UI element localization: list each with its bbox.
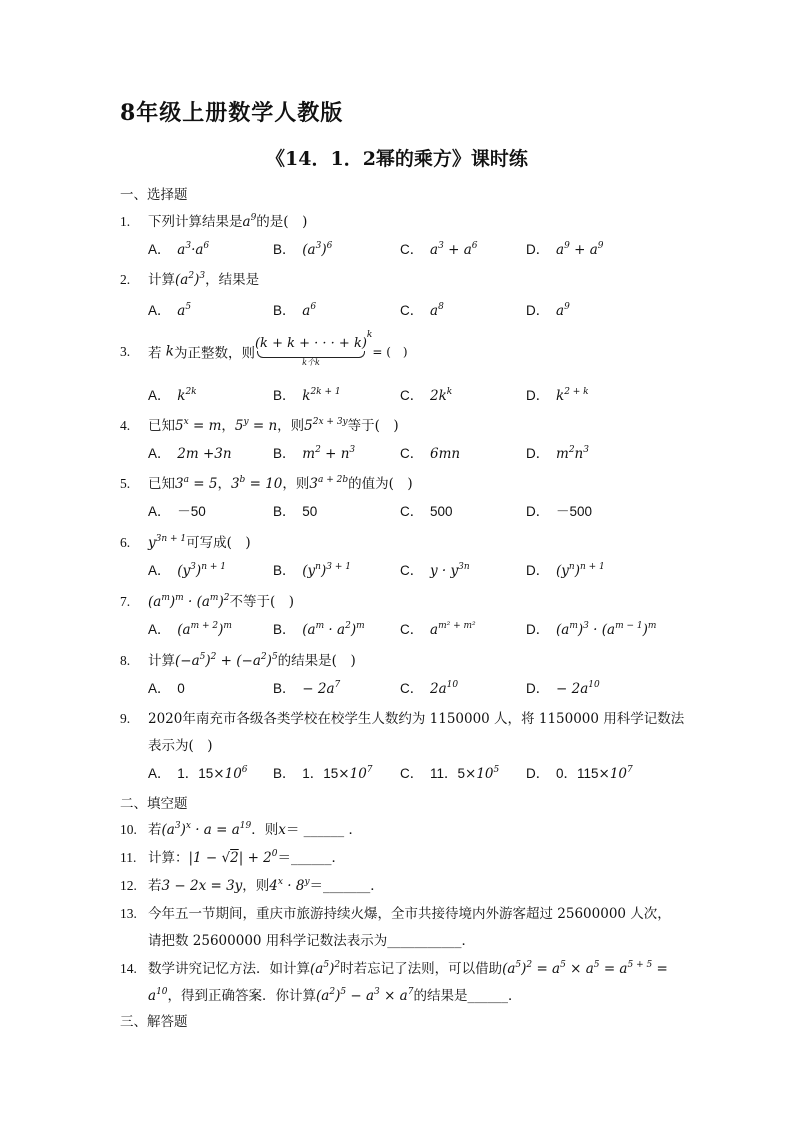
option-b[interactable]: B． $m^2 + n^3$ <box>273 445 356 462</box>
question-text: 的值为( ) <box>348 476 413 492</box>
option-c[interactable]: C． $2a^{10}$ <box>400 680 459 697</box>
option-b[interactable]: B． 50 <box>273 504 318 519</box>
question-9-cont: 表示为( ) <box>148 738 213 754</box>
option-d[interactable]: D． $k^{2 + k}$ <box>526 387 589 404</box>
question-text: ，则 <box>277 418 305 434</box>
option-b[interactable]: B． $(y^n)^{3 + 1}$ <box>273 562 351 579</box>
page-title: 《14．1．2幂的乘方》课时练 <box>266 148 528 170</box>
question-text: 若 <box>148 345 162 362</box>
question-14: 14. 数学讲究记忆方法．如计算$(a^5)^2$时若忘记了法则，可以借助$(a^5)^2 = a^5 \times a^5 = a^{5 + 5}$ = <box>120 960 668 977</box>
option-d[interactable]: D． − $2a^{10}$ <box>526 680 600 697</box>
answer-blank[interactable]: ＝_______． <box>309 878 384 894</box>
option-d[interactable]: D． $m^2n^3$ <box>526 445 589 462</box>
question-number: 6. <box>120 535 131 550</box>
question-6: 6. $y^{3n + 1}$可写成( ) <box>120 534 251 551</box>
option-d[interactable]: D． －500 <box>526 504 593 519</box>
question-1: 1. 下列计算结果是$a^9$的是( ) <box>120 213 308 230</box>
underbrace-expression: (k + k + · · · + k) k个k <box>254 336 367 367</box>
question-text: = ( ) <box>372 345 408 359</box>
option-c[interactable]: C． $y \cdot y^{3n}$ <box>400 562 470 579</box>
answer-blank[interactable]: 的结果是______． <box>413 988 522 1004</box>
question-text: 若 <box>148 878 162 894</box>
option-a[interactable]: A． 0 <box>148 681 185 696</box>
question-number: 1. <box>120 214 131 229</box>
question-number: 2. <box>120 272 131 287</box>
question-text: 的是( ) <box>256 214 308 230</box>
question-number: 5. <box>120 476 131 491</box>
option-a[interactable]: A． 2m +3n <box>148 446 232 462</box>
question-11: 11. 计算：$|1 - √2| + 2^0=\_\_\_\_\_\_$． <box>120 849 346 866</box>
question-number: 14. <box>120 961 137 976</box>
option-a[interactable]: A． $(y^3)^{n + 1}$ <box>148 562 226 579</box>
question-number: 3. <box>120 343 131 359</box>
grade-heading: 8年级上册数学人教版 <box>120 100 344 126</box>
question-text: 计算 <box>148 653 175 669</box>
option-a[interactable]: A． $a^5$ <box>148 302 192 319</box>
answer-blank[interactable]: ＝ ______ ． <box>285 822 362 838</box>
question-3: 3. 若 k为正整数，则(k + k + · · · + k) k个k $^k$= ( ) <box>120 330 408 367</box>
question-number: 10. <box>120 822 137 837</box>
question-12: 12. 若3 − 2x = 3y，则$4^x$ · $8^y=\_\_\_\_\_\_\_$． <box>120 877 384 894</box>
question-text: ，则 <box>282 476 310 492</box>
question-10: 10. 若$(a^3)^x \cdot a = a^{19}$．则x＝ ______ ． <box>120 821 362 838</box>
option-b[interactable]: B． $a^6$ <box>273 302 317 319</box>
question-text: 为正整数，则 <box>173 345 255 362</box>
question-text: 已知 <box>148 418 175 434</box>
question-text: ，得到正确答案．你计算 <box>167 988 317 1004</box>
option-b[interactable]: B． $(a^3)^6$ <box>273 241 333 258</box>
option-c[interactable]: C． $a^3 + a^6$ <box>400 241 478 258</box>
question-4: 4. 已知$5^x = m$，$5^y = n$，则$5^{2x + 3y}$等于( ) <box>120 417 399 434</box>
question-7: 7. $(a^m)^m \cdot (a^m)^2$不等于( ) <box>120 593 295 610</box>
option-d[interactable]: D． $a^9$ <box>526 302 570 319</box>
question-number: 8. <box>120 653 131 668</box>
question-text: 若 <box>148 822 162 838</box>
question-text: ， <box>217 476 231 492</box>
option-a[interactable]: A． $a^3\cdot a^6$ <box>148 241 210 258</box>
question-text: 今年五一节期间，重庆市旅游持续火爆，全市共接待境内外游客超过 25600000 人次， <box>148 906 671 922</box>
question-text: ，结果是 <box>205 272 260 288</box>
option-d[interactable]: D． $a^9 + a^9$ <box>526 241 604 258</box>
option-b[interactable]: B． 1．$15\times 10^7$ <box>273 765 373 782</box>
question-number: 12. <box>120 878 137 893</box>
option-d[interactable]: D． $(y^n)^{n + 1}$ <box>526 562 605 579</box>
option-b[interactable]: B． − $2a^7$ <box>273 680 341 697</box>
question-text: ，则 <box>242 878 270 894</box>
option-b[interactable]: B． $(a^m \cdot a^2)^m$ <box>273 621 365 638</box>
question-number: 11. <box>120 850 137 865</box>
option-a[interactable]: A． $k^{2k}$ <box>148 387 197 404</box>
option-c[interactable]: C． 11．$5\times 10^5$ <box>400 765 500 782</box>
question-text: 不等于( ) <box>229 594 295 610</box>
question-text: 的结果是( ) <box>277 653 356 669</box>
option-a[interactable]: A． $(a^{m + 2})^m$ <box>148 621 232 638</box>
section-fill: 二、填空题 <box>120 796 188 812</box>
option-c[interactable]: C． 500 <box>400 504 453 519</box>
question-number: 9. <box>120 711 131 726</box>
question-text: 时若忘记了法则，可以借助 <box>340 961 503 977</box>
question-text: 计算： <box>148 850 189 866</box>
answer-blank[interactable]: ＝______． <box>277 850 346 866</box>
option-d[interactable]: D． $(a^m)^3 \cdot (a^{m - 1})^m$ <box>526 621 657 638</box>
option-c[interactable]: C． $2k^k$ <box>400 387 453 404</box>
section-choice: 一、选择题 <box>120 187 188 203</box>
question-text: 下列计算结果是 <box>148 214 243 230</box>
option-d[interactable]: D． 0．$115\times 10^7$ <box>526 765 633 782</box>
question-text: 已知 <box>148 476 175 492</box>
question-text: 计算 <box>148 272 175 288</box>
question-9 <box>120 707 684 727</box>
question-number: 7. <box>120 594 131 609</box>
question-14-cont: $a^{10}$，得到正确答案．你计算$(a^2)^5 - a^3 \times a^7$的结果是______． <box>148 987 522 1004</box>
question-2: 2. 计算$(a^2)^3$，结果是 <box>120 271 260 288</box>
question-text: 2020年南充市各级各类学校在校学生人数约为 1150000 人，将 1150000 用科学记数法 <box>148 711 685 727</box>
option-c[interactable]: C． 6mn <box>400 446 461 462</box>
option-b[interactable]: B． $k^{2k + 1}$ <box>273 387 341 404</box>
option-a[interactable]: A． －50 <box>148 504 206 519</box>
question-13-cont: 请把数 25600000 用科学记数法表示为___________． <box>148 933 476 949</box>
question-number: 13. <box>120 906 137 921</box>
question-text: 数学讲究记忆方法．如计算 <box>148 961 310 977</box>
question-5: 5. 已知$3^a = 5$，$3^b = 10$，则$3^{a + 2b}$的值为( ) <box>120 475 413 492</box>
question-13 <box>120 902 671 922</box>
option-c[interactable]: C． $a^8$ <box>400 302 444 319</box>
section-answer: 三、解答题 <box>120 1014 188 1030</box>
option-a[interactable]: A． 1．$15\times 10^6$ <box>148 765 248 782</box>
option-c[interactable]: C． $a^{m^2 + m^2}$ <box>400 621 476 638</box>
question-text: 等于( ) <box>347 418 399 434</box>
question-text: 可写成( ) <box>186 535 251 551</box>
question-8: 8. 计算$(-a^5)^2 + (-a^2)^5$的结果是( ) <box>120 652 356 669</box>
question-text: ．则 <box>251 822 279 838</box>
question-number: 4. <box>120 418 131 433</box>
question-text: ， <box>221 418 235 434</box>
